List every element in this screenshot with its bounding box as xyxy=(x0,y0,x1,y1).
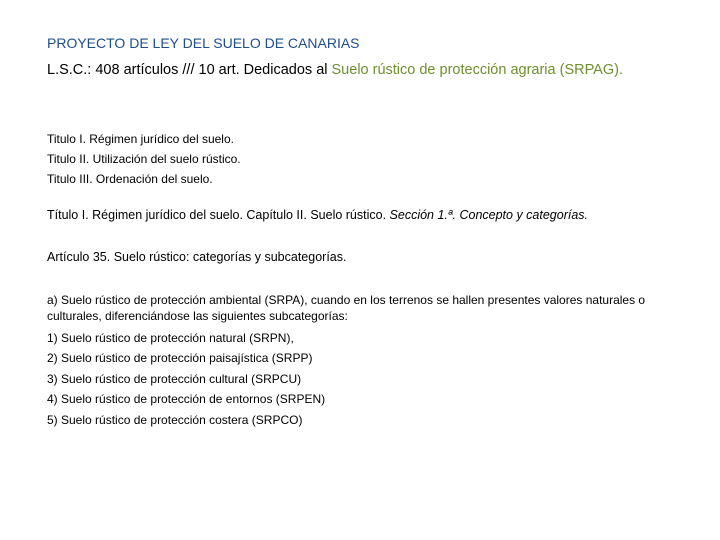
section-reference xyxy=(47,208,588,222)
subcategory-item: 4) Suelo rústico de protección de entornos (SRPEN) xyxy=(47,392,326,407)
titles-list xyxy=(47,129,241,189)
reference-text: Título I. Régimen jurídico del suelo. Capítulo II. Suelo rústico. xyxy=(47,208,390,222)
subcategory-item: 3) Suelo rústico de protección cultural (SRPCU) xyxy=(47,371,302,386)
category-paragraph: a) Suelo rústico de protección ambiental (SRPA), cuando en los terrenos se hallen presentes valores naturales o culturales, diferenciándose las siguientes subcategorías: xyxy=(47,293,646,323)
subcategory-list xyxy=(47,328,325,430)
intro-text: L.S.C.: 408 artículos /// 10 art. Dedicados al xyxy=(47,62,332,78)
subcategory-item: 2) Suelo rústico de protección paisajística (SRPP) xyxy=(47,351,313,366)
reference-section: Sección 1.ª. Concepto y categorías. xyxy=(389,208,589,222)
document-heading: PROYECTO DE LEY DEL SUELO DE CANARIAS xyxy=(47,35,360,51)
intro-paragraph xyxy=(47,59,681,81)
intro-highlight: Suelo rústico de protección agraria (SRPAG). xyxy=(331,62,623,78)
subcategory-item: 1) Suelo rústico de protección natural (SRPN), xyxy=(47,331,294,345)
title-item: Titulo II. Utilización del suelo rústico. xyxy=(47,152,241,166)
article-heading: Artículo 35. Suelo rústico: categorías y subcategorías. xyxy=(47,250,347,264)
title-item: Titulo I. Régimen jurídico del suelo. xyxy=(47,132,234,146)
title-item: Titulo III. Ordenación del suelo. xyxy=(47,172,213,186)
subcategory-item: 5) Suelo rústico de protección costera (SRPCO) xyxy=(47,412,303,427)
